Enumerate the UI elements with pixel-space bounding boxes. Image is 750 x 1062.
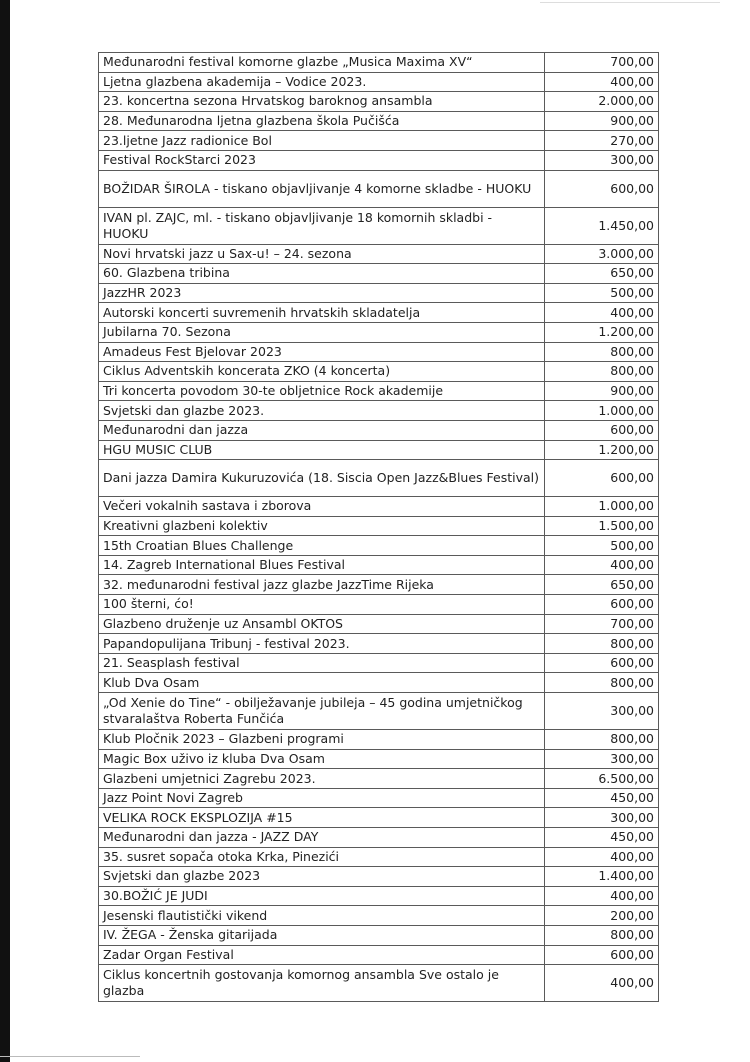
table-row	[99, 111, 659, 131]
program-name-cell: 21. Seasplash festival	[99, 653, 545, 673]
program-name-cell: Međunarodni festival komorne glazbe „Musica Maxima XV“	[99, 53, 545, 73]
program-name-cell: Svjetski dan glazbe 2023.	[99, 401, 545, 421]
table-row	[99, 595, 659, 615]
amount-cell: 500,00	[545, 283, 659, 303]
table-row	[99, 653, 659, 673]
program-name-cell: 60. Glazbena tribina	[99, 264, 545, 284]
amount-cell: 450,00	[545, 788, 659, 808]
program-name-cell: 100 šterni, ćo!	[99, 595, 545, 615]
table-row	[99, 965, 659, 1002]
amount-cell: 1.450,00	[545, 207, 659, 244]
amount-cell: 800,00	[545, 925, 659, 945]
program-name-cell: JazzHR 2023	[99, 283, 545, 303]
program-name-cell: Ljetna glazbena akademija – Vodice 2023.	[99, 72, 545, 92]
amount-cell: 1.000,00	[545, 401, 659, 421]
program-name-cell: Dani jazza Damira Kukuruzovića (18. Siscia Open Jazz&Blues Festival)	[99, 460, 545, 497]
program-name-cell: 23.ljetne Jazz radionice Bol	[99, 131, 545, 151]
amount-cell: 800,00	[545, 634, 659, 654]
amount-cell: 600,00	[545, 170, 659, 207]
program-name-cell: 30.BOŽIĆ JE JUDI	[99, 886, 545, 906]
amount-cell: 400,00	[545, 847, 659, 867]
program-name-cell: BOŽIDAR ŠIROLA - tiskano objavljivanje 4 komorne skladbe - HUOKU	[99, 170, 545, 207]
table-row	[99, 693, 659, 730]
program-name-cell: Međunarodni dan jazza - JAZZ DAY	[99, 828, 545, 848]
amount-cell: 800,00	[545, 730, 659, 750]
program-name-cell: 35. susret sopača otoka Krka, Pinezići	[99, 847, 545, 867]
table-row	[99, 440, 659, 460]
amount-cell: 400,00	[545, 303, 659, 323]
table-row	[99, 322, 659, 342]
program-name-cell: Glazbeni umjetnici Zagrebu 2023.	[99, 769, 545, 789]
table-row	[99, 575, 659, 595]
table-row	[99, 730, 659, 750]
table-row	[99, 150, 659, 170]
table-row	[99, 131, 659, 151]
amount-cell: 800,00	[545, 362, 659, 382]
amount-cell: 300,00	[545, 150, 659, 170]
program-name-cell: Tri koncerta povodom 30-te obljetnice Rock akademije	[99, 381, 545, 401]
amount-cell: 200,00	[545, 906, 659, 926]
program-name-cell: IV. ŽEGA - Ženska gitarijada	[99, 925, 545, 945]
amount-cell: 1.200,00	[545, 322, 659, 342]
program-name-cell: Ciklus koncertnih gostovanja komornog ansambla Sve ostalo je glazba	[99, 965, 545, 1002]
program-name-cell: VELIKA ROCK EKSPLOZIJA #15	[99, 808, 545, 828]
amount-cell: 1.500,00	[545, 516, 659, 536]
table-row	[99, 460, 659, 497]
table-body	[99, 53, 659, 1002]
program-name-cell: Autorski koncerti suvremenih hrvatskih skladatelja	[99, 303, 545, 323]
program-name-cell: Glazbeno druženje uz Ansambl OKTOS	[99, 614, 545, 634]
table-row	[99, 92, 659, 112]
table-row	[99, 673, 659, 693]
amount-cell: 650,00	[545, 575, 659, 595]
program-name-cell: Amadeus Fest Bjelovar 2023	[99, 342, 545, 362]
table-row	[99, 53, 659, 73]
program-name-cell: Papandopulijana Tribunj - festival 2023.	[99, 634, 545, 654]
amount-cell: 700,00	[545, 614, 659, 634]
program-name-cell: 32. međunarodni festival jazz glazbe JazzTime Rijeka	[99, 575, 545, 595]
table-row	[99, 264, 659, 284]
table-row	[99, 170, 659, 207]
program-name-cell: HGU MUSIC CLUB	[99, 440, 545, 460]
scan-bottom-mark	[0, 1056, 140, 1057]
amount-cell: 450,00	[545, 828, 659, 848]
amount-cell: 700,00	[545, 53, 659, 73]
amount-cell: 1.000,00	[545, 497, 659, 517]
program-name-cell: Magic Box uživo iz kluba Dva Osam	[99, 749, 545, 769]
table-row	[99, 207, 659, 244]
program-name-cell: Ciklus Adventskih koncerata ZKO (4 koncerta)	[99, 362, 545, 382]
amount-cell: 600,00	[545, 945, 659, 965]
amount-cell: 500,00	[545, 536, 659, 556]
table-row	[99, 362, 659, 382]
program-name-cell: Jazz Point Novi Zagreb	[99, 788, 545, 808]
amount-cell: 800,00	[545, 673, 659, 693]
amount-cell: 300,00	[545, 749, 659, 769]
table-row	[99, 614, 659, 634]
table-row	[99, 342, 659, 362]
amount-cell: 1.200,00	[545, 440, 659, 460]
table-row	[99, 847, 659, 867]
scan-left-edge	[0, 0, 10, 1062]
program-name-cell: Novi hrvatski jazz u Sax-u! – 24. sezona	[99, 244, 545, 264]
table-row	[99, 381, 659, 401]
program-name-cell: „Od Xenie do Tine“ - obilježavanje jubileja – 45 godina umjetničkog stvaralaštva Roberta Funčića	[99, 693, 545, 730]
table-row	[99, 808, 659, 828]
amount-cell: 3.000,00	[545, 244, 659, 264]
amount-cell: 400,00	[545, 965, 659, 1002]
amount-cell: 2.000,00	[545, 92, 659, 112]
amount-cell: 6.500,00	[545, 769, 659, 789]
program-name-cell: Klub Dva Osam	[99, 673, 545, 693]
table-row	[99, 536, 659, 556]
amount-cell: 400,00	[545, 555, 659, 575]
table-row	[99, 244, 659, 264]
table-row	[99, 303, 659, 323]
table-row	[99, 497, 659, 517]
amount-cell: 600,00	[545, 420, 659, 440]
table-row	[99, 283, 659, 303]
amount-cell: 400,00	[545, 72, 659, 92]
table-row	[99, 420, 659, 440]
program-name-cell: Festival RockStarci 2023	[99, 150, 545, 170]
amount-cell: 800,00	[545, 342, 659, 362]
amount-cell: 300,00	[545, 808, 659, 828]
amount-cell: 400,00	[545, 886, 659, 906]
table-row	[99, 516, 659, 536]
program-name-cell: Večeri vokalnih sastava i zborova	[99, 497, 545, 517]
table-row	[99, 769, 659, 789]
amount-cell: 900,00	[545, 381, 659, 401]
table-row	[99, 401, 659, 421]
amount-cell: 650,00	[545, 264, 659, 284]
amount-cell: 300,00	[545, 693, 659, 730]
table-row	[99, 886, 659, 906]
program-name-cell: Jubilarna 70. Sezona	[99, 322, 545, 342]
amount-cell: 600,00	[545, 653, 659, 673]
amount-cell: 270,00	[545, 131, 659, 151]
table-row	[99, 906, 659, 926]
table-row	[99, 634, 659, 654]
table-row	[99, 945, 659, 965]
program-name-cell: IVAN pl. ZAJC, ml. - tiskano objavljivanje 18 komornih skladbi - HUOKU	[99, 207, 545, 244]
scan-top-mark	[540, 2, 720, 3]
table-row	[99, 867, 659, 887]
program-name-cell: Kreativni glazbeni kolektiv	[99, 516, 545, 536]
amount-cell: 900,00	[545, 111, 659, 131]
program-name-cell: Jesenski flautistički vikend	[99, 906, 545, 926]
program-name-cell: 14. Zagreb International Blues Festival	[99, 555, 545, 575]
table-row	[99, 925, 659, 945]
program-name-cell: Međunarodni dan jazza	[99, 420, 545, 440]
amount-cell: 1.400,00	[545, 867, 659, 887]
program-name-cell: 28. Međunarodna ljetna glazbena škola Pučišća	[99, 111, 545, 131]
amount-cell: 600,00	[545, 595, 659, 615]
program-name-cell: Zadar Organ Festival	[99, 945, 545, 965]
amount-cell: 600,00	[545, 460, 659, 497]
table-row	[99, 828, 659, 848]
program-name-cell: Klub Pločnik 2023 – Glazbeni programi	[99, 730, 545, 750]
table-row	[99, 555, 659, 575]
program-funding-table	[98, 52, 659, 1002]
program-name-cell: 15th Croatian Blues Challenge	[99, 536, 545, 556]
program-name-cell: 23. koncertna sezona Hrvatskog baroknog ansambla	[99, 92, 545, 112]
program-name-cell: Svjetski dan glazbe 2023	[99, 867, 545, 887]
table-row	[99, 788, 659, 808]
table-row	[99, 749, 659, 769]
table-row	[99, 72, 659, 92]
